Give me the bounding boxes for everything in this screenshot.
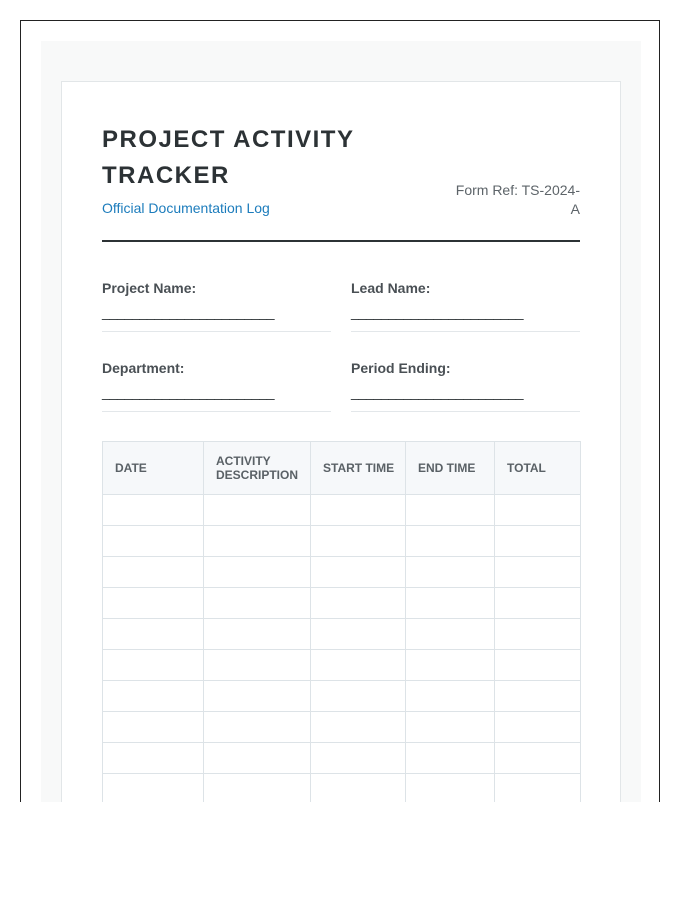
end-time-cell[interactable] xyxy=(406,774,495,803)
table-row xyxy=(103,619,581,650)
date-cell[interactable] xyxy=(103,743,204,774)
start-time-cell[interactable] xyxy=(311,650,406,681)
period-ending-blank[interactable]: _______________________ xyxy=(351,384,524,400)
end-time-cell[interactable] xyxy=(406,650,495,681)
start-time-cell[interactable] xyxy=(311,526,406,557)
document-viewport xyxy=(20,20,660,802)
date-cell[interactable] xyxy=(103,774,204,803)
start-time-cell[interactable] xyxy=(311,619,406,650)
start-time-cell[interactable] xyxy=(311,712,406,743)
period-ending-label: Period Ending: xyxy=(351,360,451,376)
start-time-cell[interactable] xyxy=(311,774,406,803)
table-row xyxy=(103,681,581,712)
page-background xyxy=(41,41,641,802)
end-time-cell[interactable] xyxy=(406,712,495,743)
start-time-cell[interactable] xyxy=(311,495,406,526)
column-header-end-time: END TIME xyxy=(406,442,495,495)
lead-name-field[interactable] xyxy=(351,280,580,332)
activity-description-cell[interactable] xyxy=(204,650,311,681)
column-header-start-time: START TIME xyxy=(311,442,406,495)
end-time-cell[interactable] xyxy=(406,526,495,557)
lead-name-label: Lead Name: xyxy=(351,280,431,296)
column-header-total: TOTAL xyxy=(495,442,581,495)
total-cell[interactable] xyxy=(495,588,581,619)
activity-log-table xyxy=(102,441,581,802)
column-header-activity-description: ACTIVITY DESCRIPTION xyxy=(204,442,311,495)
end-time-cell[interactable] xyxy=(406,557,495,588)
table-row xyxy=(103,526,581,557)
timesheet-page xyxy=(61,81,621,802)
activity-description-cell[interactable] xyxy=(204,526,311,557)
total-cell[interactable] xyxy=(495,712,581,743)
form-reference: Form Ref: TS-2024-A xyxy=(455,182,580,217)
total-cell[interactable] xyxy=(495,743,581,774)
date-cell[interactable] xyxy=(103,526,204,557)
date-cell[interactable] xyxy=(103,495,204,526)
start-time-cell[interactable] xyxy=(311,743,406,774)
date-cell[interactable] xyxy=(103,681,204,712)
lead-name-blank[interactable]: _______________________ xyxy=(351,304,524,320)
project-name-blank[interactable]: _______________________ xyxy=(102,304,275,320)
table-row xyxy=(103,495,581,526)
date-cell[interactable] xyxy=(103,619,204,650)
total-cell[interactable] xyxy=(495,681,581,712)
period-ending-field[interactable] xyxy=(351,360,580,412)
table-row xyxy=(103,650,581,681)
document-subtitle: Official Documentation Log xyxy=(102,200,270,216)
end-time-cell[interactable] xyxy=(406,588,495,619)
start-time-cell[interactable] xyxy=(311,588,406,619)
end-time-cell[interactable] xyxy=(406,619,495,650)
activity-description-cell[interactable] xyxy=(204,495,311,526)
start-time-cell[interactable] xyxy=(311,557,406,588)
date-cell[interactable] xyxy=(103,588,204,619)
document-header xyxy=(102,122,580,242)
end-time-cell[interactable] xyxy=(406,743,495,774)
total-cell[interactable] xyxy=(495,557,581,588)
activity-description-cell[interactable] xyxy=(204,588,311,619)
activity-description-cell[interactable] xyxy=(204,774,311,803)
table-row xyxy=(103,588,581,619)
activity-description-cell[interactable] xyxy=(204,681,311,712)
table-row xyxy=(103,774,581,803)
date-cell[interactable] xyxy=(103,712,204,743)
total-cell[interactable] xyxy=(495,650,581,681)
table-row xyxy=(103,557,581,588)
total-cell[interactable] xyxy=(495,619,581,650)
total-cell[interactable] xyxy=(495,495,581,526)
end-time-cell[interactable] xyxy=(406,495,495,526)
column-header-date: DATE xyxy=(103,442,204,495)
total-cell[interactable] xyxy=(495,774,581,803)
department-label: Department: xyxy=(102,360,185,376)
department-blank[interactable]: _______________________ xyxy=(102,384,275,400)
start-time-cell[interactable] xyxy=(311,681,406,712)
activity-log-body xyxy=(103,495,581,803)
activity-description-cell[interactable] xyxy=(204,712,311,743)
activity-description-cell[interactable] xyxy=(204,619,311,650)
table-row xyxy=(103,712,581,743)
document-title: PROJECT ACTIVITY TRACKER xyxy=(102,126,355,189)
table-row xyxy=(103,743,581,774)
project-name-field[interactable] xyxy=(102,280,331,332)
activity-description-cell[interactable] xyxy=(204,557,311,588)
total-cell[interactable] xyxy=(495,526,581,557)
end-time-cell[interactable] xyxy=(406,681,495,712)
date-cell[interactable] xyxy=(103,650,204,681)
project-name-label: Project Name: xyxy=(102,280,197,296)
department-field[interactable] xyxy=(102,360,331,412)
activity-description-cell[interactable] xyxy=(204,743,311,774)
date-cell[interactable] xyxy=(103,557,204,588)
table-header-row xyxy=(103,442,581,495)
